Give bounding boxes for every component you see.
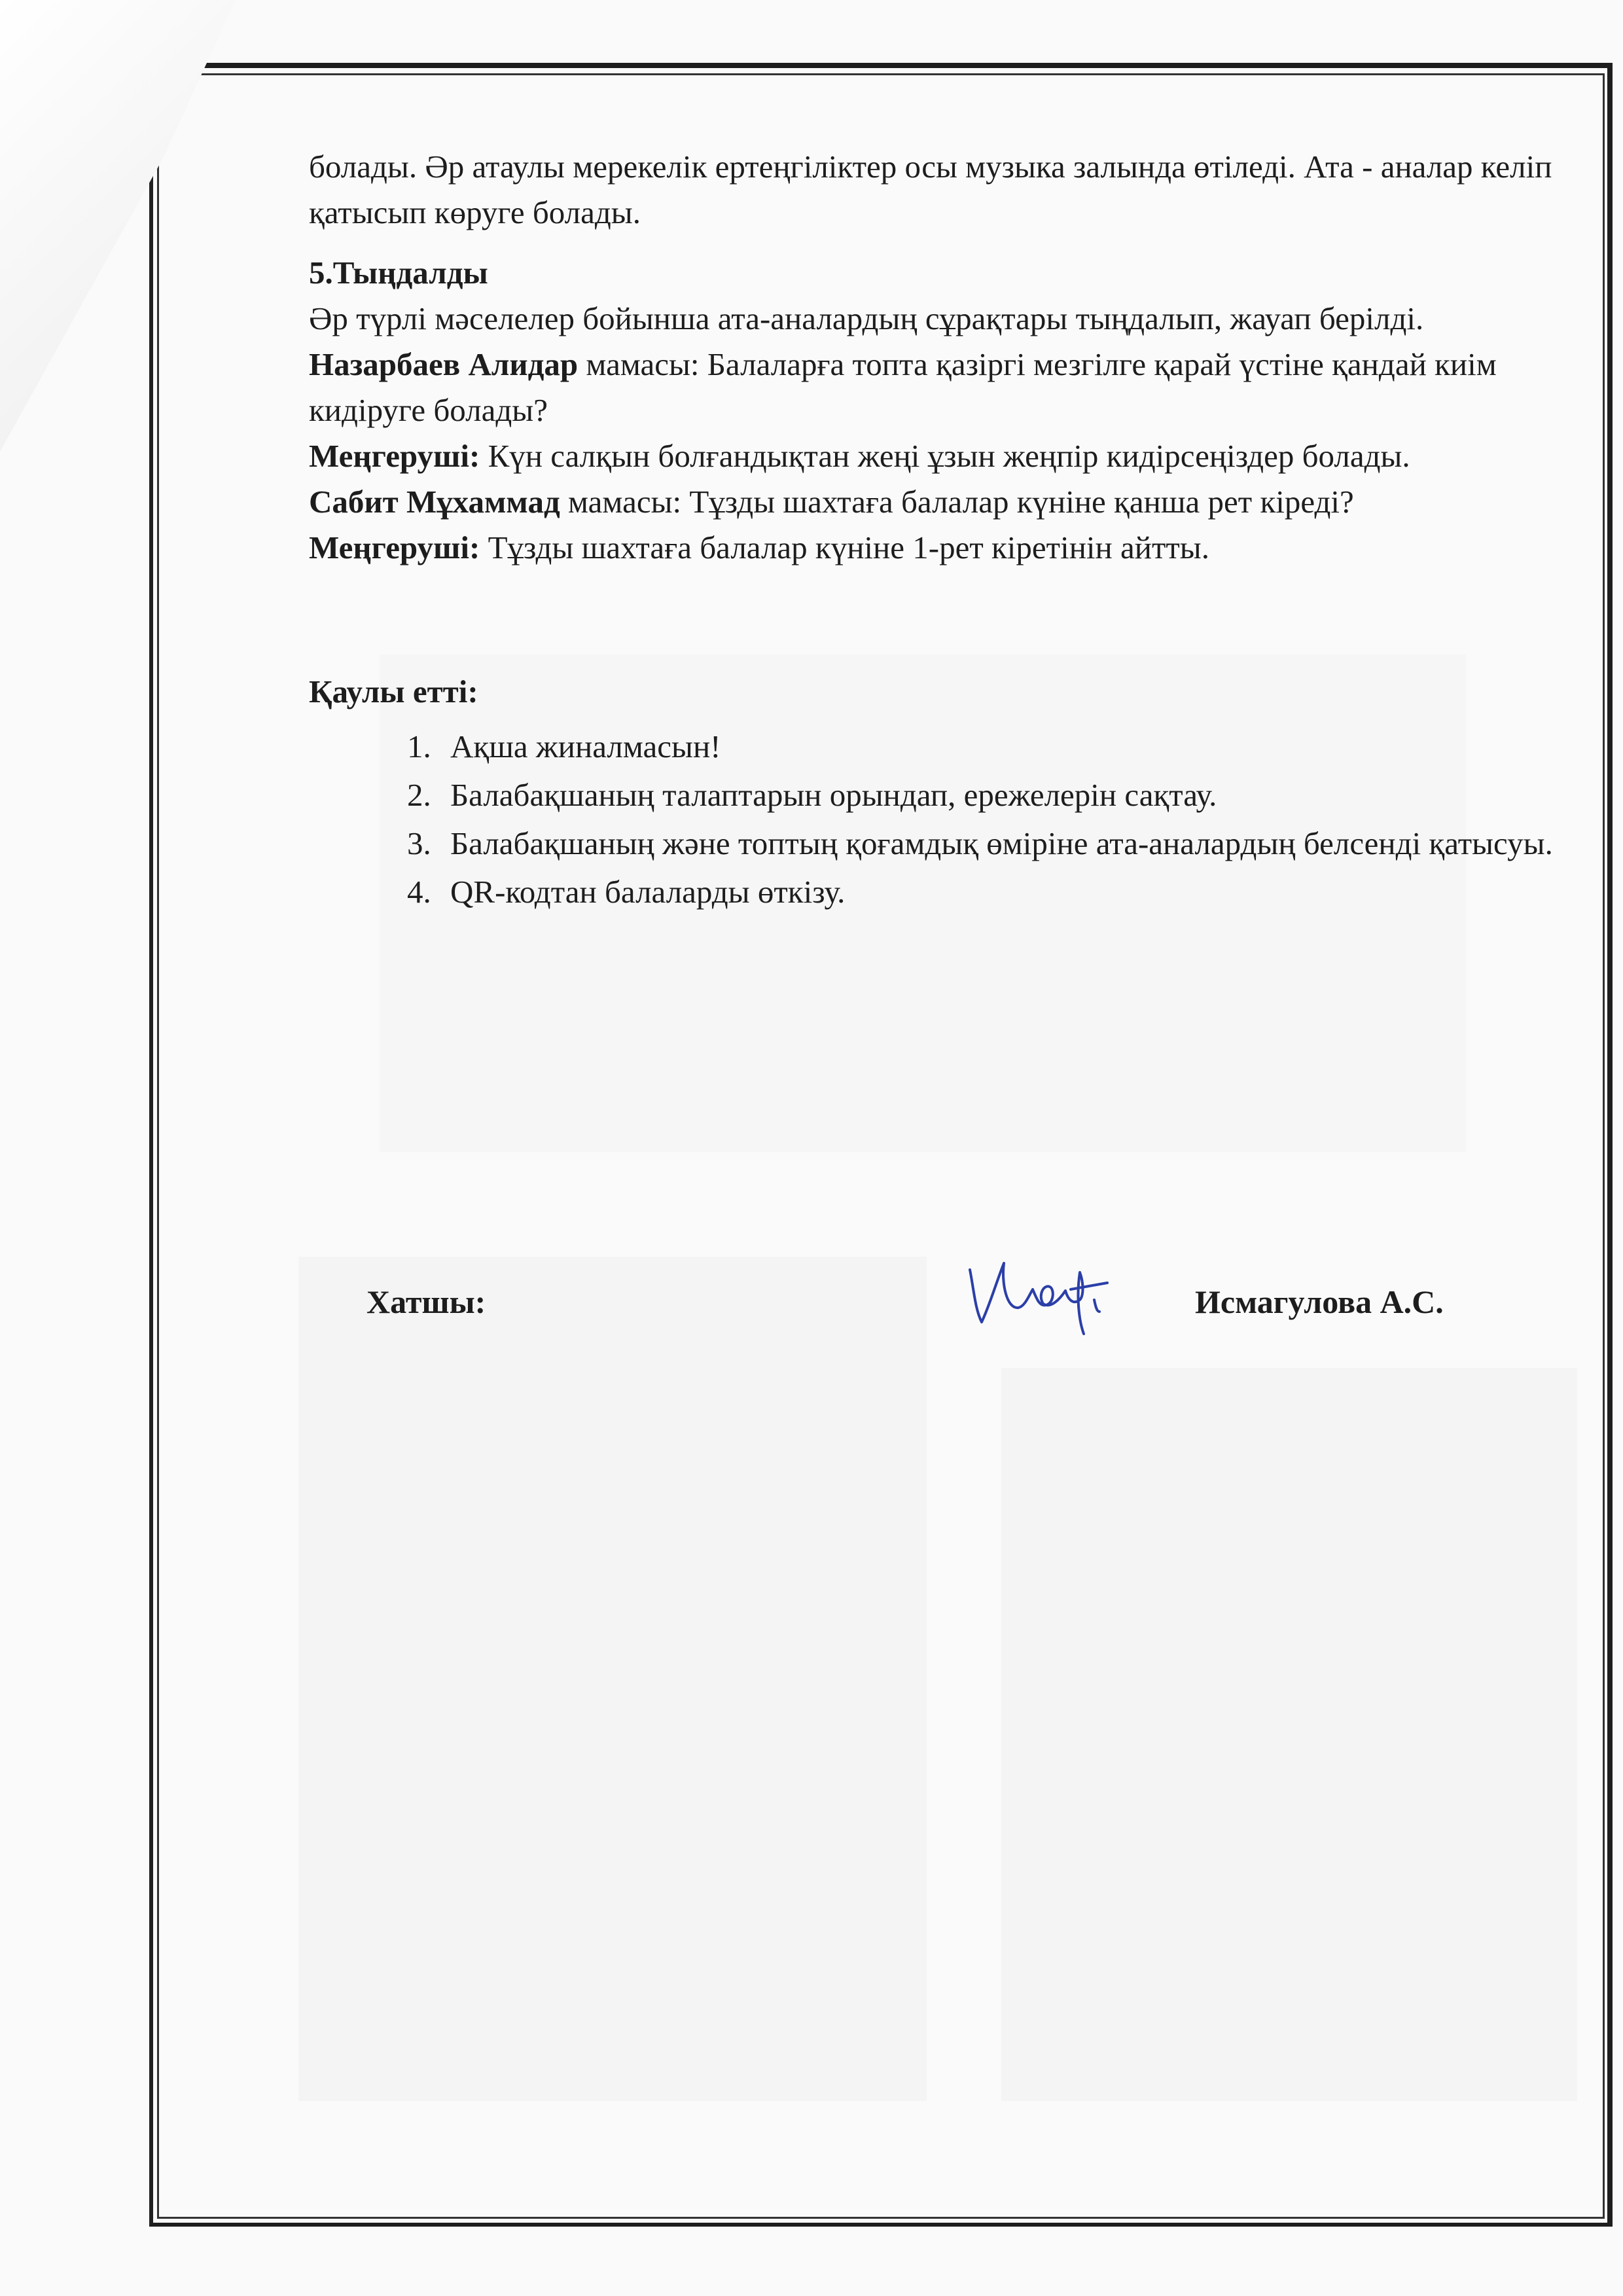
dialogue-text: мамасы: Тұзды шахтаға балалар күніне қанша рет кіреді? — [560, 484, 1354, 520]
secretary-label: Хатшы: — [366, 1283, 486, 1320]
decision-title: Қаулы етті: — [309, 673, 478, 709]
handwritten-signature — [955, 1244, 1126, 1342]
decision-list — [309, 724, 1592, 915]
list-item — [309, 821, 1592, 867]
list-item — [309, 869, 1592, 915]
list-item-number: 2. — [407, 777, 431, 813]
list-item-text: QR-кодтан балаларды өткізу. — [450, 874, 846, 910]
list-item-number: 3. — [407, 825, 431, 861]
secretary-name: Исмагулова А.С. — [1195, 1283, 1444, 1320]
section-title: 5.Тыңдалды — [309, 255, 488, 291]
list-item-number: 4. — [407, 874, 431, 910]
speaker-name: Меңгеруші: — [309, 438, 480, 474]
list-item-text: Балабақшаның және топтың қоғамдық өміріне ата-аналардың белсенді қатысуы. — [450, 825, 1553, 861]
list-item-text: Балабақшаның талаптарын орындап, ережелерін сақтау. — [450, 777, 1217, 813]
dialogue-line — [309, 433, 1592, 479]
dialogue-line — [309, 479, 1592, 525]
intro-paragraph: болады. Әр атаулы мерекелік ертеңгіліктер осы музыка залында өтіледі. Ата - аналар келіп қатысып көруге болады. — [309, 149, 1552, 230]
section-text: Әр түрлі мәселелер бойынша ата-аналардың сұрақтары тыңдалып, жауап берілді. — [309, 300, 1424, 336]
list-item-text: Ақша жиналмасын! — [450, 728, 721, 764]
list-item — [309, 724, 1592, 770]
list-item — [309, 772, 1592, 818]
speaker-name: Назарбаев Алидар — [309, 346, 579, 382]
dialogue-text: Күн салқын болғандықтан жеңі ұзын жеңпір кидірсеңіздер болады. — [480, 438, 1410, 474]
speaker-name: Сабит Мұхаммад — [309, 484, 560, 520]
document-body — [309, 144, 1592, 918]
speaker-name: Меңгеруші: — [309, 529, 480, 565]
list-item-number: 1. — [407, 728, 431, 764]
dialogue-text: Тұзды шахтаға балалар күніне 1-рет кіретінін айтты. — [480, 529, 1209, 565]
dialogue-line — [309, 342, 1592, 433]
dialogue-text: мамасы: Балаларға топта қазіргі мезгілге қарай үстіне қандай киім кидіруге болады? — [309, 346, 1497, 428]
dialogue-line — [309, 525, 1592, 571]
